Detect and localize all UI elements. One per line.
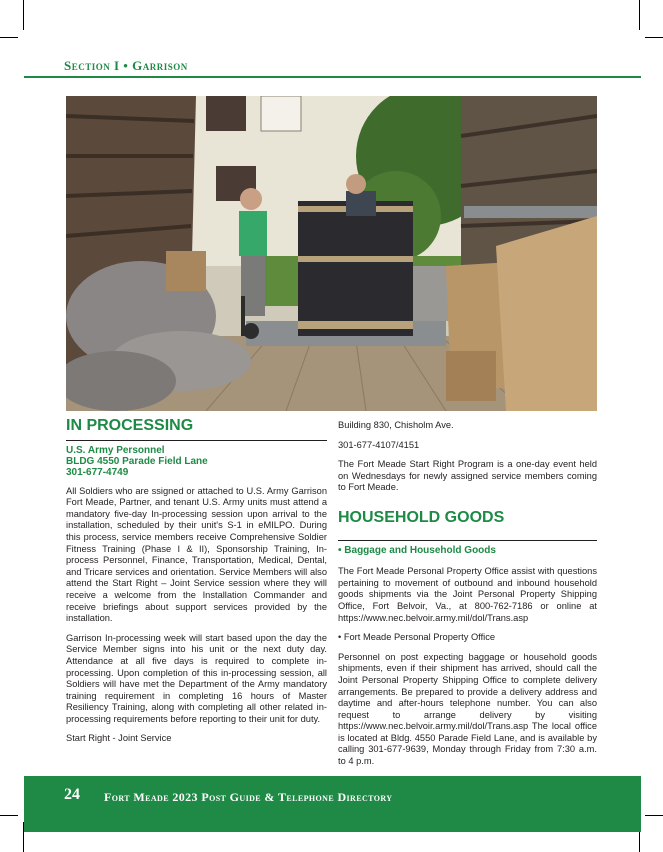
household-goods-heading: HOUSEHOLD GOODS (338, 508, 505, 526)
phone-line: 301-677-4107/4151 (338, 439, 420, 450)
crop-mark (639, 0, 640, 30)
right-column (338, 420, 597, 776)
paragraph: Start Right - Joint Service (66, 733, 172, 744)
contact-phone: 301-677-4749 (66, 466, 129, 478)
start-right-paragraph: The Fort Meade Start Right Program is a one-day event held on Wednesdays for newly assigned service members coming to Fort Meade. (338, 459, 597, 493)
paragraph: Garrison In-processing week will start based upon the day the Service Member signs into his unit or the next duty day. Attendance at all five days is required to complete in-processing. Upon completion of this in-processing session, all Soldiers will have met the Department of the Army mandatory training requirement in completing 16 hours of Master Resiliency Training, along with completing all other related in-processing requirements before reporting to their unit for duty. (66, 632, 327, 724)
heading-rule (338, 540, 597, 541)
moving-truck-photo (66, 96, 597, 411)
in-processing-heading: IN PROCESSING (66, 417, 194, 434)
crop-mark (0, 815, 18, 816)
page-number: 24 (64, 786, 80, 803)
photo-illustration (66, 96, 597, 411)
left-column (66, 417, 327, 753)
crop-mark (645, 815, 663, 816)
address-line: Building 830, Chisholm Ave. (338, 420, 454, 430)
paragraph: Personnel on post expecting baggage or household goods shipments, even if their shipment has arrived, should call the Joint Personal Property Shipping Office to complete delivery arrangements. Be prepared to provide a delivery address and daytime and after-hours telephone number. You can also request to arrange delivery by visiting https://www.nec.belvoir.army.mil/dol/Trans.asp The local office is located at Bldg. 4550 Parade Field Lane, and is available by calling 301-677-9639, Monday through Friday from 7:30 a.m. to 4 p.m. (338, 651, 597, 767)
publication-title: Fort Meade 2023 Post Guide & Telephone Directory (104, 790, 393, 804)
heading-rule (66, 440, 327, 441)
contact-address: BLDG 4550 Parade Field Lane (66, 455, 208, 467)
personal-property-bullet: • Fort Meade Personal Property Office (338, 632, 496, 643)
baggage-subheading: • Baggage and Household Goods (338, 544, 496, 556)
paragraph: All Soldiers who are ssigned or attached to U.S. Army Garrison Fort Meade, Partner, and tenant U.S. Army units must attend a mandatory five-day In-processing session upon arrival to the installation, scheduled by their unit's S-1 in eMILPO. During this process, service members receive Comprehensive Soldier Fitness Training (Phase I & II), Sponsorship Training, In-process Personnel, Finance, Transportation, Medical, Dental, and Tricare services and orientation. Service Members will also attend the Start Right – Joint Service session where they will receive a welcome from the Installation Commander and receive briefings about support services provided by the installation. (66, 485, 327, 624)
crop-mark (0, 37, 18, 38)
paragraph: The Fort Meade Personal Property Office assist with questions pertaining to movement of outbound and inbound household goods shipments via the Joint Personal Property Shipping Office, Fort Belvoir, Va., at 800-762-7186 or online at https://www.nec.belvoir.army.mil/dol/Trans.asp (338, 566, 597, 623)
contact-name: U.S. Army Personnel (66, 444, 165, 456)
section-header: Section I • Garrison (64, 58, 188, 73)
crop-mark (645, 37, 663, 38)
crop-mark (23, 0, 24, 30)
contact-block (66, 445, 327, 478)
footer-bar (24, 776, 641, 832)
header-rule (24, 76, 641, 78)
